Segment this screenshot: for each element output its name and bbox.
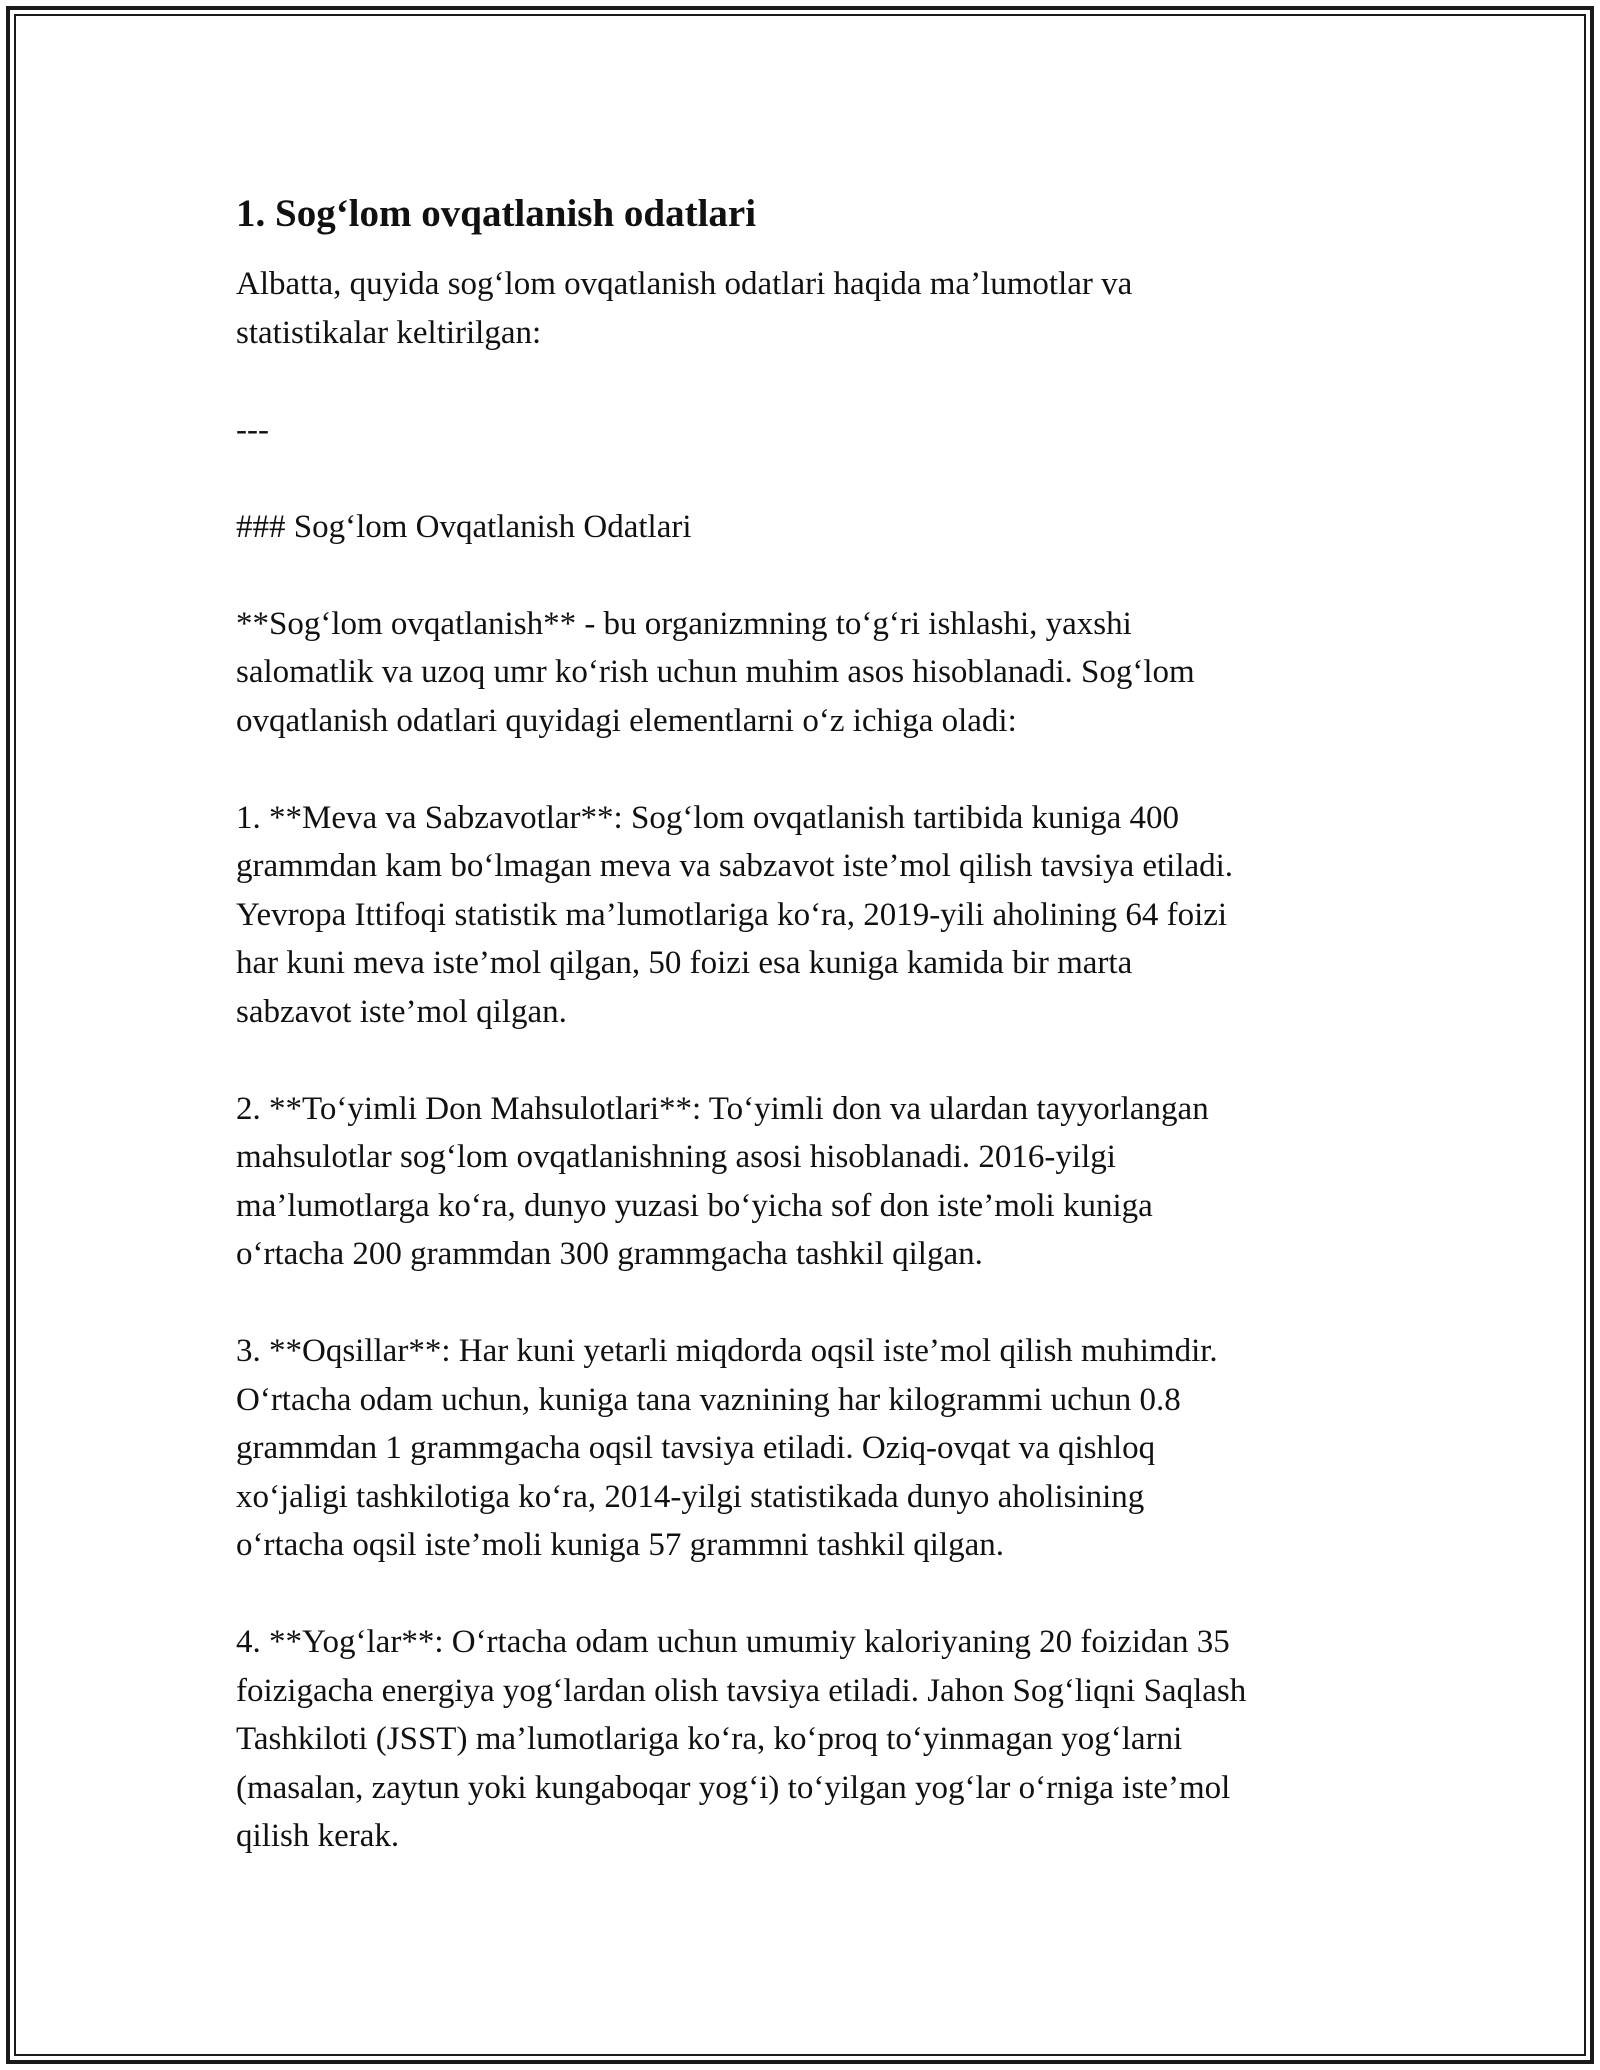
list-item-fats: 4. **Yog‘lar**: O‘rtacha odam uchun umumiy kaloriyaning 20 foizidan 35 foizigacha energiya yog‘lardan olish tavsiya etiladi. Jahon Sog‘liqni Saqlash Tashkiloti (JSST) ma’lumotlariga ko‘ra, ko‘proq to‘yinmagan yog‘larni (masalan, zaytun yoki kungaboqar yog‘i) to‘yilgan yog‘lar o‘rniga iste’mol qilish kerak. [236, 1624, 1247, 1854]
document-title: 1. Sog‘lom ovqatlanish odatlari [236, 192, 757, 235]
list-item-proteins: 3. **Oqsillar**: Har kuni yetarli miqdorda oqsil iste’mol qilish muhimdir. O‘rtacha odam uchun, kuniga tana vaznining har kilogrammi uchun 0.8 grammdan 1 grammgacha oqsil tavsiya etiladi. Oziq-ovqat va qishloq xo‘jaligi tashkilotiga ko‘ra, 2014-yilgi statistikada dunyo aholisining o‘rtacha oqsil iste’moli kuniga 57 grammni tashkil qilgan. [236, 1333, 1218, 1563]
spacer [236, 551, 1376, 600]
separator-line: --- [236, 411, 269, 448]
spacer [236, 1279, 1376, 1328]
spacer [236, 357, 1376, 406]
section-subheading: ### Sog‘lom Ovqatlanish Odatlari [236, 508, 692, 545]
spacer [236, 454, 1376, 503]
list-item-grains: 2. **To‘yimli Don Mahsulotlari**: To‘yimli don va ulardan tayyorlangan mahsulotlar sog‘lom ovqatlanishning asosi hisoblanadi. 2016-yilgi ma’lumotlarga ko‘ra, dunyo yuzasi bo‘yicha sof don iste’moli kuniga o‘rtacha 200 grammdan 300 grammgacha tashkil qilgan. [236, 1090, 1209, 1272]
document-body [236, 188, 1376, 1861]
list-item-fruits-vegetables: 1. **Meva va Sabzavotlar**: Sog‘lom ovqatlanish tartibida kuniga 400 grammdan kam bo‘lmagan meva va sabzavot iste’mol qilish tavsiya etiladi. Yevropa Ittifoqi statistik ma’lumotlariga ko‘ra, 2019-yili aholining 64 foizi har kuni meva iste’mol qilgan, 50 foizi esa kuniga kamida bir marta sabzavot iste’mol qilgan. [236, 799, 1234, 1030]
spacer [236, 1570, 1376, 1619]
spacer [236, 1036, 1376, 1085]
spacer [236, 745, 1376, 794]
definition-paragraph: **Sog‘lom ovqatlanish** - bu organizmning to‘g‘ri ishlashi, yaxshi salomatlik va uzoq umr ko‘rish uchun muhim asos hisoblanadi. Sog‘lom ovqatlanish odatlari quyidagi elementlarni o‘z ichiga oladi: [236, 605, 1195, 739]
intro-paragraph: Albatta, quyida sog‘lom ovqatlanish odatlari haqida ma’lumotlar va statistikalar keltirilgan: [236, 266, 1133, 351]
